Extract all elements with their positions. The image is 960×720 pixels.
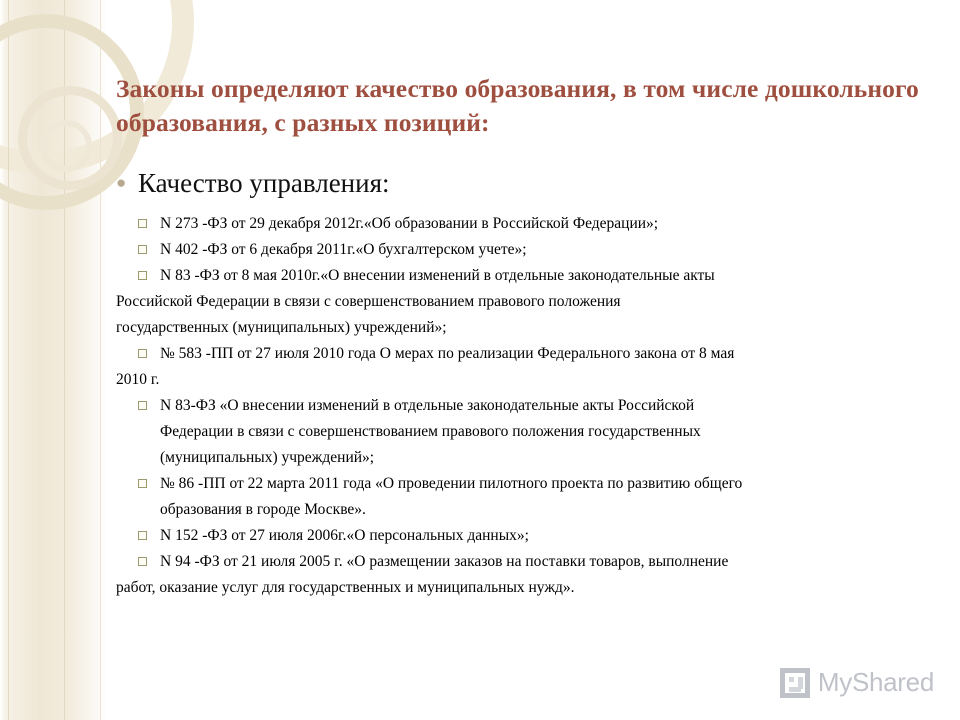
checkbox-square-icon bbox=[138, 265, 160, 280]
checkbox-square-icon bbox=[138, 239, 160, 254]
list-item bbox=[116, 525, 946, 547]
list-item-text: N 273 -ФЗ от 29 декабря 2012г.«Об образовании в Российской Федерации»; bbox=[160, 215, 659, 233]
list-item bbox=[116, 551, 946, 573]
slide-title: Законы определяют качество образования, в том числе дошкольного образования, с разных позиций: bbox=[116, 74, 919, 137]
list-item-continuation: 2010 г. bbox=[116, 371, 160, 389]
slide-content bbox=[108, 0, 960, 720]
list-item-continuation: государственных (муниципальных) учреждений»; bbox=[116, 319, 447, 337]
list-item-text: N 152 -ФЗ от 27 июля 2006г.«О персональных данных»; bbox=[160, 527, 529, 545]
list-item-continuation: Российской Федерации в связи с совершенствованием правового положения bbox=[116, 293, 621, 311]
list-item bbox=[116, 473, 946, 495]
decorative-left-band bbox=[0, 0, 108, 720]
list-item bbox=[116, 265, 946, 287]
checkbox-square-icon bbox=[138, 213, 160, 228]
watermark-label: MyShared bbox=[817, 667, 934, 697]
decorative-ring-small bbox=[40, 120, 92, 172]
bullet-item-heading bbox=[116, 168, 946, 199]
list-item-continuation: Федерации в связи с совершенствованием правового положения государственных bbox=[160, 423, 701, 441]
watermark bbox=[780, 667, 934, 698]
list-item-continuation: работ, оказание услуг для государственных и муниципальных нужд». bbox=[116, 579, 575, 597]
checkbox-square-icon bbox=[138, 395, 160, 410]
list-item-text: N 402 -ФЗ от 6 декабря 2011г.«О бухгалтерском учете»; bbox=[160, 241, 527, 259]
list-item-continuation: образования в городе Москве». bbox=[160, 501, 366, 519]
list-item-text: N 94 -ФЗ от 21 июля 2005 г. «О размещении заказов на поставки товаров, выполнение bbox=[160, 553, 729, 571]
list-item-text: N 83 -ФЗ от 8 мая 2010г.«О внесении изменений в отдельные законодательные акты bbox=[160, 267, 715, 285]
list-item bbox=[116, 343, 946, 365]
checkbox-square-icon bbox=[138, 473, 160, 488]
slide-body bbox=[116, 168, 946, 603]
bullet-dot-icon: ● bbox=[116, 173, 127, 192]
checkbox-square-icon bbox=[138, 343, 160, 358]
list-item-continuation: (муниципальных) учреждений»; bbox=[160, 449, 375, 467]
heading-text: Качество управления: bbox=[138, 168, 390, 198]
list-item bbox=[116, 213, 946, 235]
list-item bbox=[116, 395, 946, 417]
list-item bbox=[116, 239, 946, 261]
list-item-text: N 83-ФЗ «О внесении изменений в отдельные законодательные акты Российской bbox=[160, 397, 695, 415]
list-item-text: № 583 -ПП от 27 июля 2010 года О мерах по реализации Федерального закона от 8 мая bbox=[160, 345, 735, 363]
list-item-text: № 86 -ПП от 22 марта 2011 года «О проведении пилотного проекта по развитию общего bbox=[160, 475, 743, 493]
checkbox-square-icon bbox=[138, 525, 160, 540]
qr-code-icon bbox=[780, 668, 810, 698]
checkbox-square-icon bbox=[138, 551, 160, 566]
